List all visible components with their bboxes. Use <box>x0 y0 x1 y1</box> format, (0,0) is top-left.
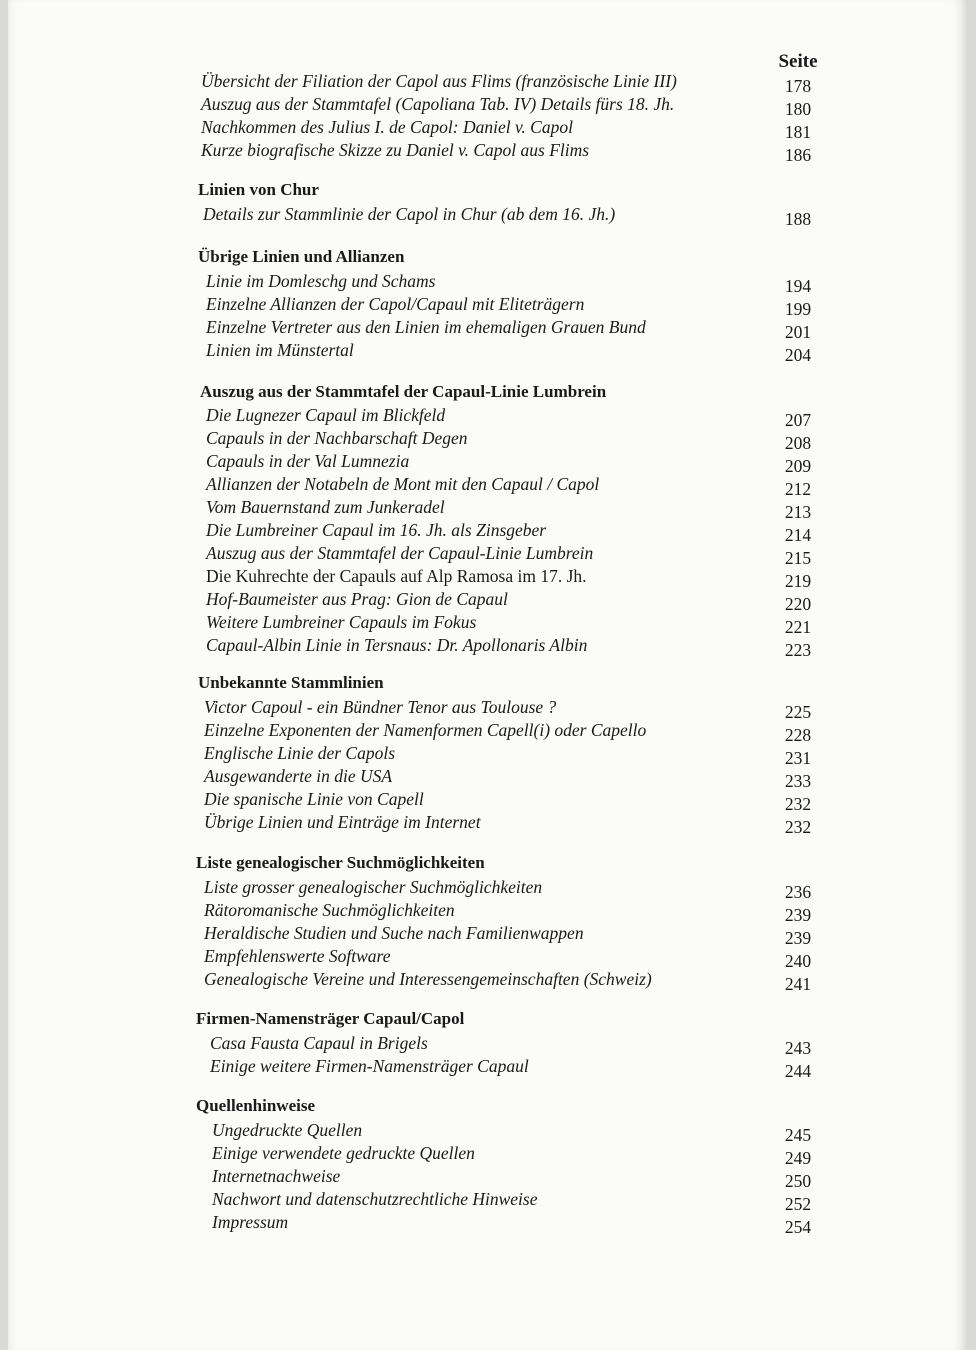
toc-entry: Empfehlenswerte Software <box>204 946 391 966</box>
toc-page-number: 232 <box>784 794 812 814</box>
toc-page-number: 181 <box>784 122 812 142</box>
toc-entry: Englische Linie der Capols <box>204 743 396 763</box>
toc-page-number: 209 <box>784 456 812 476</box>
section-title: Firmen-Namensträger Capaul/Capol <box>196 1009 465 1028</box>
toc-entry: Genealogische Vereine und Interessengemeinschaften (Schweiz) <box>204 969 652 989</box>
toc-entry: Capauls in der Nachbarschaft Degen <box>206 428 468 448</box>
toc-page-number: 233 <box>784 771 812 791</box>
toc-page-number: 220 <box>784 594 812 614</box>
toc-page-number: 221 <box>784 617 812 637</box>
section-title: Übrige Linien und Allianzen <box>198 247 405 266</box>
toc-entry: Einige verwendete gedruckte Quellen <box>212 1143 475 1163</box>
toc-entry: Linie im Domleschg und Schams <box>206 271 436 291</box>
toc-entry: Die spanische Linie von Capell <box>204 789 424 809</box>
toc-page-number: 225 <box>784 702 812 722</box>
section-title: Auszug aus der Stammtafel der Capaul-Linie Lumbrein <box>200 382 607 401</box>
toc-page-number: 178 <box>784 76 812 96</box>
toc-page-number: 180 <box>784 99 812 119</box>
toc-entry: Linien im Münstertal <box>206 340 354 360</box>
toc-page-number: 214 <box>784 525 812 545</box>
toc-page-number: 239 <box>784 928 812 948</box>
toc-page-number: 254 <box>784 1217 812 1237</box>
toc-page-number: 199 <box>784 299 812 319</box>
toc-entry: Die Lugnezer Capaul im Blickfeld <box>206 405 446 425</box>
toc-entry: Casa Fausta Capaul in Brigels <box>210 1033 428 1053</box>
toc-entry: Ungedruckte Quellen <box>212 1120 363 1140</box>
toc-entry: Auszug aus der Stammtafel der Capaul-Linie Lumbrein <box>206 543 594 563</box>
toc-page-number: 240 <box>784 951 812 971</box>
toc-page-number: 249 <box>784 1148 812 1168</box>
toc-page-number: 215 <box>784 548 812 568</box>
section-title: Unbekannte Stammlinien <box>198 673 384 692</box>
toc-entry: Nachkommen des Julius I. de Capol: Daniel v. Capol <box>201 117 573 137</box>
toc-page-number: 219 <box>784 571 812 591</box>
toc-entry: Kurze biografische Skizze zu Daniel v. Capol aus Flims <box>201 140 590 160</box>
toc-entry: Vom Bauernstand zum Junkeradel <box>206 497 445 517</box>
toc-entry: Hof-Baumeister aus Prag: Gion de Capaul <box>206 589 508 609</box>
toc-page-number: 204 <box>784 345 812 365</box>
toc-entry: Capaul-Albin Linie in Tersnaus: Dr. Apollonaris Albin <box>206 635 588 655</box>
page-column-header: Seite <box>778 51 818 72</box>
toc-page-number: 188 <box>784 209 812 229</box>
toc-entry: Übrige Linien und Einträge im Internet <box>204 812 481 832</box>
toc-entry: Capauls in der Val Lumnezia <box>206 451 410 471</box>
toc-page-number: 223 <box>784 640 812 660</box>
toc-entry: Impressum <box>212 1212 289 1232</box>
toc-page-number: 243 <box>784 1038 812 1058</box>
toc-entry: Liste grosser genealogischer Suchmöglichkeiten <box>204 877 543 897</box>
toc-entry: Einige weitere Firmen-Namensträger Capaul <box>210 1056 529 1076</box>
toc-entry: Victor Capoul - ein Bündner Tenor aus Toulouse ? <box>204 697 557 717</box>
toc-page-number: 212 <box>784 479 812 499</box>
toc-page-number: 245 <box>784 1125 812 1145</box>
section-title: Quellenhinweise <box>196 1096 316 1115</box>
toc-page-number: 208 <box>784 433 812 453</box>
toc-page-number: 207 <box>784 410 812 430</box>
toc-page-number: 244 <box>784 1061 812 1081</box>
toc-entry: Allianzen der Notabeln de Mont mit den Capaul / Capol <box>206 474 600 494</box>
toc-entry: Auszug aus der Stammtafel (Capoliana Tab. IV) Details fürs 18. Jh. <box>201 94 675 114</box>
toc-page-number: 194 <box>784 276 812 296</box>
toc-page-number: 186 <box>784 145 812 165</box>
section-title: Liste genealogischer Suchmöglichkeiten <box>196 853 485 872</box>
toc-page-number: 236 <box>784 882 812 902</box>
toc-entry: Rätoromanische Suchmöglichkeiten <box>204 900 455 920</box>
toc-page-number: 232 <box>784 817 812 837</box>
toc-entry: Internetnachweise <box>212 1166 341 1186</box>
toc-entry: Ausgewanderte in die USA <box>204 766 393 786</box>
toc-entry: Heraldische Studien und Suche nach Familienwappen <box>204 923 584 943</box>
toc-page-number: 252 <box>784 1194 812 1214</box>
toc-entry: Einzelne Allianzen der Capol/Capaul mit Eliteträgern <box>206 294 585 314</box>
toc-entry: Weitere Lumbreiner Capauls im Fokus <box>206 612 477 632</box>
toc-entry: Die Lumbreiner Capaul im 16. Jh. als Zinsgeber <box>206 520 547 540</box>
toc-page-number: 213 <box>784 502 812 522</box>
toc-page-number: 250 <box>784 1171 812 1191</box>
document-page <box>8 0 966 1350</box>
toc-entry: Die Kuhrechte der Capauls auf Alp Ramosa im 17. Jh. <box>206 566 587 586</box>
toc-page-number: 231 <box>784 748 812 768</box>
toc-entry: Übersicht der Filiation der Capol aus Flims (französische Linie III) <box>201 71 677 91</box>
toc-entry: Einzelne Vertreter aus den Linien im ehemaligen Grauen Bund <box>206 317 646 337</box>
toc-page-number: 239 <box>784 905 812 925</box>
toc-entry: Einzelne Exponenten der Namenformen Capell(i) oder Capello <box>204 720 647 740</box>
toc-page-number: 228 <box>784 725 812 745</box>
section-title: Linien von Chur <box>198 180 319 199</box>
toc-page-number: 241 <box>784 974 812 994</box>
toc-page-number: 201 <box>784 322 812 342</box>
toc-entry: Nachwort und datenschutzrechtliche Hinweise <box>212 1189 538 1209</box>
toc-entry: Details zur Stammlinie der Capol in Chur (ab dem 16. Jh.) <box>203 204 616 224</box>
